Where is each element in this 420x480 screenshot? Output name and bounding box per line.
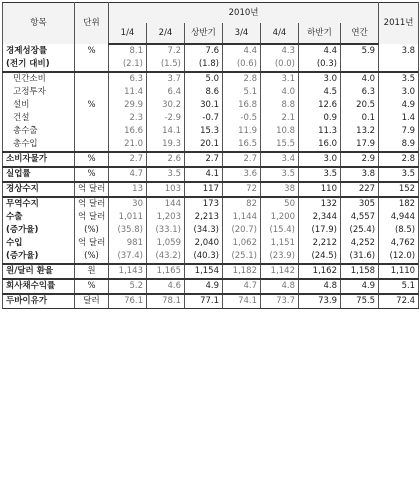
value-cell: 4.5: [299, 86, 341, 99]
row-unit: 억 달러: [75, 182, 109, 197]
value-cell: 1,142: [261, 264, 299, 279]
value-cell: 4.7: [223, 279, 261, 294]
header-2010: 2010년: [109, 3, 379, 24]
table-row: [3, 211, 419, 224]
row-label: (전기 대비): [3, 58, 75, 72]
table-row: [3, 58, 419, 72]
value-cell: 3.0: [299, 72, 341, 86]
value-cell: (25.4): [341, 224, 379, 237]
value-cell: 305: [341, 197, 379, 211]
value-cell: (12.0): [379, 250, 419, 264]
value-cell: 3.5: [379, 167, 419, 182]
value-cell: 2.8: [379, 152, 419, 167]
value-cell: 30.1: [185, 99, 223, 112]
value-cell: 3.0: [299, 152, 341, 167]
value-cell: (1.8): [185, 58, 223, 72]
value-cell: 3.5: [261, 167, 299, 182]
value-cell: (0.0): [261, 58, 299, 72]
table-row: [3, 237, 419, 250]
value-cell: 20.1: [185, 138, 223, 152]
table-row: [3, 72, 419, 86]
table-row: [3, 182, 419, 197]
value-cell: 4.0: [341, 72, 379, 86]
row-label: 무역수지: [3, 197, 75, 211]
value-cell: 30: [109, 197, 147, 211]
value-cell: (23.9): [261, 250, 299, 264]
value-cell: 4.9: [341, 279, 379, 294]
value-cell: 11.9: [223, 125, 261, 138]
table-row: [3, 125, 419, 138]
value-cell: 3.6: [223, 167, 261, 182]
value-cell: 4.9: [185, 279, 223, 294]
value-cell: 4.9: [379, 99, 419, 112]
value-cell: 110: [299, 182, 341, 197]
value-cell: 4,557: [341, 211, 379, 224]
value-cell: 12.6: [299, 99, 341, 112]
header-period: 연간: [341, 23, 379, 44]
value-cell: 1.4: [379, 112, 419, 125]
value-cell: 4,762: [379, 237, 419, 250]
table-row: [3, 279, 419, 294]
value-cell: 1,203: [147, 211, 185, 224]
value-cell: (33.1): [147, 224, 185, 237]
value-cell: 1,162: [299, 264, 341, 279]
value-cell: 13.2: [341, 125, 379, 138]
value-cell: (35.8): [109, 224, 147, 237]
table-row: [3, 264, 419, 279]
value-cell: (17.9): [299, 224, 341, 237]
row-label: 실업률: [3, 167, 75, 182]
value-cell: 1,143: [109, 264, 147, 279]
value-cell: 3.1: [261, 72, 299, 86]
row-label: 원/달러 환율: [3, 264, 75, 279]
value-cell: 3.8: [341, 167, 379, 182]
value-cell: 11.3: [299, 125, 341, 138]
value-cell: -0.7: [185, 112, 223, 125]
value-cell: (43.2): [147, 250, 185, 264]
value-cell: 1,158: [341, 264, 379, 279]
row-unit: %: [75, 44, 109, 58]
value-cell: 3.5: [379, 72, 419, 86]
value-cell: 117: [185, 182, 223, 197]
value-cell: (34.3): [185, 224, 223, 237]
row-label: 설비: [3, 99, 75, 112]
value-cell: 2.9: [341, 152, 379, 167]
value-cell: 14.1: [147, 125, 185, 138]
row-unit: (%): [75, 250, 109, 264]
value-cell: 2.7: [185, 152, 223, 167]
header-period: 4/4: [261, 23, 299, 44]
value-cell: 3.5: [147, 167, 185, 182]
value-cell: 4.8: [299, 279, 341, 294]
value-cell: 17.9: [341, 138, 379, 152]
value-cell: 182: [379, 197, 419, 211]
row-unit: [75, 112, 109, 125]
value-cell: 16.0: [299, 138, 341, 152]
header-period: 상반기: [185, 23, 223, 44]
value-cell: 173: [185, 197, 223, 211]
value-cell: 6.3: [341, 86, 379, 99]
row-label: 총수입: [3, 138, 75, 152]
header-period: 하반기: [299, 23, 341, 44]
value-cell: (40.3): [185, 250, 223, 264]
table-row: [3, 138, 419, 152]
value-cell: 16.6: [109, 125, 147, 138]
header-2011: 2011년: [379, 3, 419, 45]
table-row: [3, 86, 419, 99]
value-cell: 144: [147, 197, 185, 211]
table-row: [3, 152, 419, 167]
value-cell: 75.5: [341, 294, 379, 309]
row-label: 경상수지: [3, 182, 75, 197]
value-cell: 2,040: [185, 237, 223, 250]
value-cell: (0.6): [223, 58, 261, 72]
value-cell: 3.8: [379, 44, 419, 58]
value-cell: 4,252: [341, 237, 379, 250]
value-cell: 4.8: [261, 279, 299, 294]
value-cell: 0.9: [299, 112, 341, 125]
value-cell: 1,059: [147, 237, 185, 250]
value-cell: 8.1: [109, 44, 147, 58]
table-row: [3, 250, 419, 264]
row-label: 고정투자: [3, 86, 75, 99]
value-cell: 30.2: [147, 99, 185, 112]
header-item: 항목: [3, 3, 75, 45]
value-cell: 4.7: [109, 167, 147, 182]
value-cell: (2.1): [109, 58, 147, 72]
value-cell: 3.0: [379, 86, 419, 99]
table-row: [3, 112, 419, 125]
value-cell: (25.1): [223, 250, 261, 264]
value-cell: 7.6: [185, 44, 223, 58]
value-cell: 2.6: [147, 152, 185, 167]
value-cell: [379, 58, 419, 72]
value-cell: 2,212: [299, 237, 341, 250]
value-cell: 2,213: [185, 211, 223, 224]
table-row: [3, 224, 419, 237]
value-cell: 78.1: [147, 294, 185, 309]
header-period: 1/4: [109, 23, 147, 44]
value-cell: 3.4: [261, 152, 299, 167]
row-label: 수입: [3, 237, 75, 250]
value-cell: 1,165: [147, 264, 185, 279]
row-unit: [75, 138, 109, 152]
value-cell: 1,144: [223, 211, 261, 224]
value-cell: 73.7: [261, 294, 299, 309]
header-period: 3/4: [223, 23, 261, 44]
value-cell: 4,944: [379, 211, 419, 224]
value-cell: 5.1: [223, 86, 261, 99]
value-cell: 82: [223, 197, 261, 211]
value-cell: 8.6: [185, 86, 223, 99]
value-cell: 7.9: [379, 125, 419, 138]
value-cell: 6.3: [109, 72, 147, 86]
value-cell: 227: [341, 182, 379, 197]
value-cell: 19.3: [147, 138, 185, 152]
value-cell: 2.8: [223, 72, 261, 86]
value-cell: 74.1: [223, 294, 261, 309]
value-cell: 1,011: [109, 211, 147, 224]
row-unit: 원: [75, 264, 109, 279]
value-cell: 1,200: [261, 211, 299, 224]
row-unit: [75, 72, 109, 86]
value-cell: 4.1: [185, 167, 223, 182]
value-cell: 3.5: [299, 167, 341, 182]
value-cell: 3.7: [147, 72, 185, 86]
value-cell: 6.4: [147, 86, 185, 99]
value-cell: -0.5: [223, 112, 261, 125]
row-unit: %: [75, 152, 109, 167]
value-cell: 2.7: [223, 152, 261, 167]
value-cell: 2,344: [299, 211, 341, 224]
value-cell: 4.0: [261, 86, 299, 99]
row-unit: 달러: [75, 294, 109, 309]
value-cell: 72: [223, 182, 261, 197]
row-label: 소비자물가: [3, 152, 75, 167]
value-cell: 5.2: [109, 279, 147, 294]
value-cell: (20.7): [223, 224, 261, 237]
value-cell: (15.4): [261, 224, 299, 237]
row-unit: 억 달러: [75, 197, 109, 211]
row-unit: (%): [75, 224, 109, 237]
value-cell: (24.5): [299, 250, 341, 264]
header-unit: 단위: [75, 3, 109, 45]
value-cell: 1,182: [223, 264, 261, 279]
value-cell: 11.4: [109, 86, 147, 99]
value-cell: 2.1: [261, 112, 299, 125]
header-period: 2/4: [147, 23, 185, 44]
row-label: 회사채수익률: [3, 279, 75, 294]
value-cell: 72.4: [379, 294, 419, 309]
value-cell: 38: [261, 182, 299, 197]
value-cell: 4.3: [261, 44, 299, 58]
row-label: 경제성장률: [3, 44, 75, 58]
row-label: 총수출: [3, 125, 75, 138]
value-cell: (0.3): [299, 58, 341, 72]
value-cell: 5.1: [379, 279, 419, 294]
value-cell: (8.5): [379, 224, 419, 237]
row-unit: %: [75, 167, 109, 182]
value-cell: 4.4: [299, 44, 341, 58]
value-cell: 0.1: [341, 112, 379, 125]
row-unit: [75, 58, 109, 72]
value-cell: 5.0: [185, 72, 223, 86]
economic-forecast-table: [2, 2, 419, 309]
table-row: [3, 197, 419, 211]
value-cell: 1,154: [185, 264, 223, 279]
value-cell: 20.5: [341, 99, 379, 112]
value-cell: 76.1: [109, 294, 147, 309]
value-cell: 8.8: [261, 99, 299, 112]
value-cell: 77.1: [185, 294, 223, 309]
value-cell: 1,151: [261, 237, 299, 250]
row-label: (증가율): [3, 250, 75, 264]
value-cell: 21.0: [109, 138, 147, 152]
value-cell: 1,110: [379, 264, 419, 279]
value-cell: 152: [379, 182, 419, 197]
row-label: 수출: [3, 211, 75, 224]
value-cell: 103: [147, 182, 185, 197]
value-cell: 29.9: [109, 99, 147, 112]
row-label: 민간소비: [3, 72, 75, 86]
value-cell: 15.5: [261, 138, 299, 152]
value-cell: 7.2: [147, 44, 185, 58]
row-unit: %: [75, 279, 109, 294]
value-cell: 13: [109, 182, 147, 197]
value-cell: 8.9: [379, 138, 419, 152]
row-label: (증가율): [3, 224, 75, 237]
row-unit: %: [75, 99, 109, 112]
table-row: [3, 167, 419, 182]
row-label: 두바이유가: [3, 294, 75, 309]
row-unit: [75, 86, 109, 99]
value-cell: 2.3: [109, 112, 147, 125]
value-cell: (31.6): [341, 250, 379, 264]
value-cell: 73.9: [299, 294, 341, 309]
table-row: [3, 44, 419, 58]
value-cell: 50: [261, 197, 299, 211]
value-cell: 4.6: [147, 279, 185, 294]
value-cell: 981: [109, 237, 147, 250]
value-cell: 2.7: [109, 152, 147, 167]
value-cell: (37.4): [109, 250, 147, 264]
table-row: [3, 294, 419, 309]
value-cell: 4.4: [223, 44, 261, 58]
row-label: 건설: [3, 112, 75, 125]
row-unit: 억 달러: [75, 211, 109, 224]
value-cell: 1,062: [223, 237, 261, 250]
value-cell: 16.5: [223, 138, 261, 152]
value-cell: 10.8: [261, 125, 299, 138]
value-cell: [341, 58, 379, 72]
value-cell: 132: [299, 197, 341, 211]
value-cell: (1.5): [147, 58, 185, 72]
value-cell: 5.9: [341, 44, 379, 58]
table-row: [3, 99, 419, 112]
value-cell: -2.9: [147, 112, 185, 125]
value-cell: 16.8: [223, 99, 261, 112]
value-cell: 15.3: [185, 125, 223, 138]
row-unit: [75, 125, 109, 138]
row-unit: 억 달러: [75, 237, 109, 250]
